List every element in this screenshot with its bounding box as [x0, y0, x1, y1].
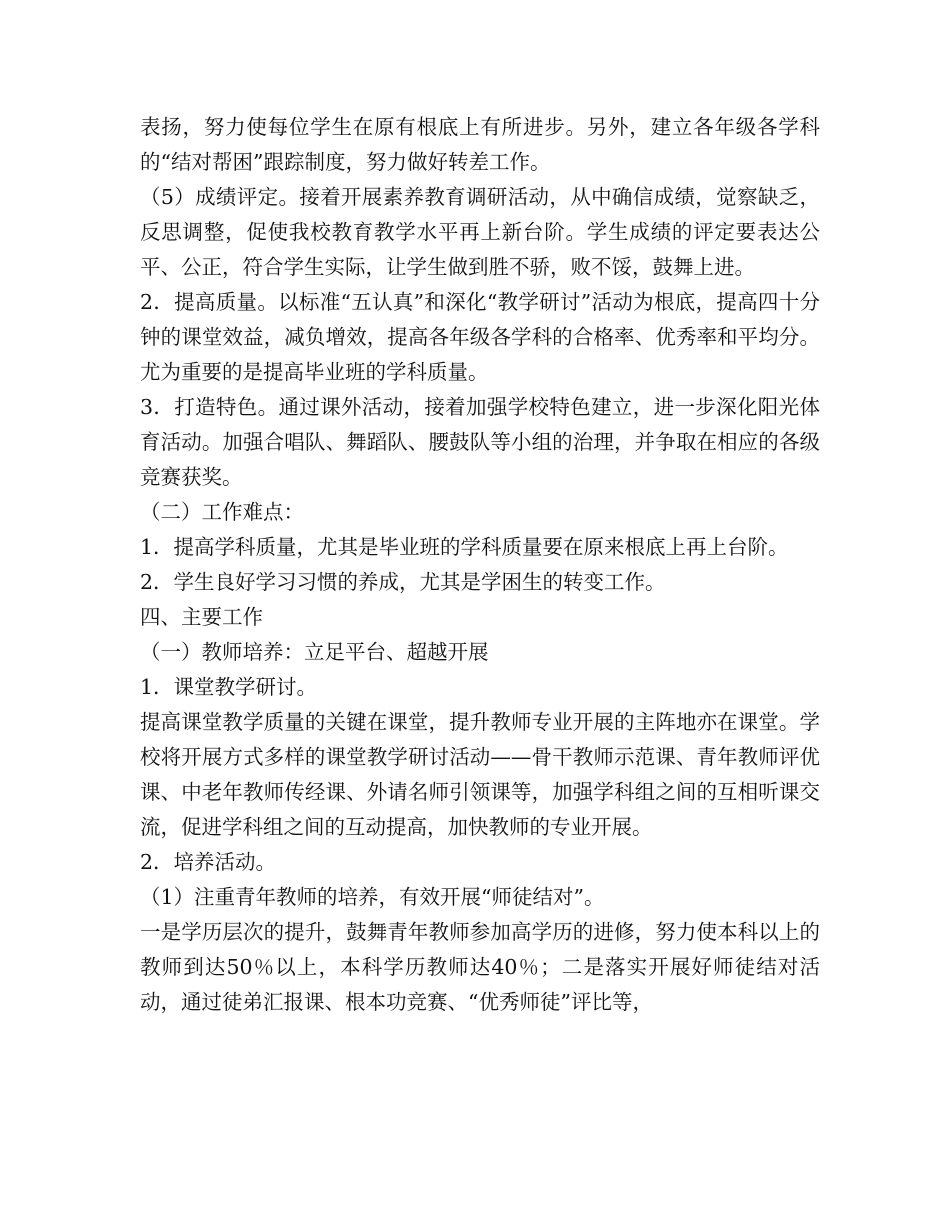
list-item-difficulty-1: 1．提高学科质量，尤其是毕业班的学科质量要在原来根底上再上台阶。 — [140, 535, 789, 559]
paragraph-praise-progress: 表扬，努力使每位学生在原有根底上有所进步。另外，建立各年级各学科的“结对帮困”跟踪制度，努力做好转差工作。 — [140, 115, 820, 174]
heading-young-teachers: （1）注重青年教师的培养，有效开展“师徒结对”。 — [140, 885, 605, 909]
list-item-difficulty-2: 2．学生良好学习习惯的养成，尤其是学困生的转变工作。 — [140, 570, 666, 594]
paragraph-grade-evaluation: （5）成绩评定。接着开展素养教育调研活动，从中确信成绩，觉察缺乏，反思调整，促使我校教育教学水平再上新台阶。学生成绩的评定要表达公平、公正，符合学生实际，让学生做到胜不骄，败不馁，鼓舞上进。 — [140, 185, 820, 279]
document-body — [140, 110, 820, 1020]
heading-teacher-training: （一）教师培养：立足平台、超越开展 — [140, 640, 489, 664]
heading-classroom-research: 1．课堂教学研讨。 — [140, 675, 318, 699]
heading-work-difficulties: （二）工作难点： — [140, 500, 304, 524]
paragraph-young-teachers: 一是学历层次的提升，鼓舞青年教师参加高学历的进修，努力使本科以上的教师到达50％以上，本科学历教师达40％；二是落实开展好师徒结对活动，通过徒弟汇报课、根本功竞赛、“优秀师徒”评比等， — [140, 920, 820, 1014]
paragraph-build-features: 3．打造特色。通过课外活动，接着加强学校特色建立，进一步深化阳光体育活动。加强合唱队、舞蹈队、腰鼓队等小组的治理，并争取在相应的各级竞赛获奖。 — [140, 395, 820, 489]
paragraph-improve-quality: 2．提高质量。以标准“五认真”和深化“教学研讨”活动为根底，提高四十分钟的课堂效益，减负增效，提高各年级各学科的合格率、优秀率和平均分。尤为重要的是提高毕业班的学科质量。 — [140, 290, 820, 384]
heading-main-work: 四、主要工作 — [140, 605, 263, 629]
heading-training-activities: 2．培养活动。 — [140, 850, 277, 874]
paragraph-classroom-research: 提高课堂教学质量的关键在课堂，提升教师专业开展的主阵地亦在课堂。学校将开展方式多样的课堂教学研讨活动——骨干教师示范课、青年教师评优课、中老年教师传经课、外请名师引领课等，加强学科组之间的互相听课交流，促进学科组之间的互动提高，加快教师的专业开展。 — [140, 710, 820, 839]
